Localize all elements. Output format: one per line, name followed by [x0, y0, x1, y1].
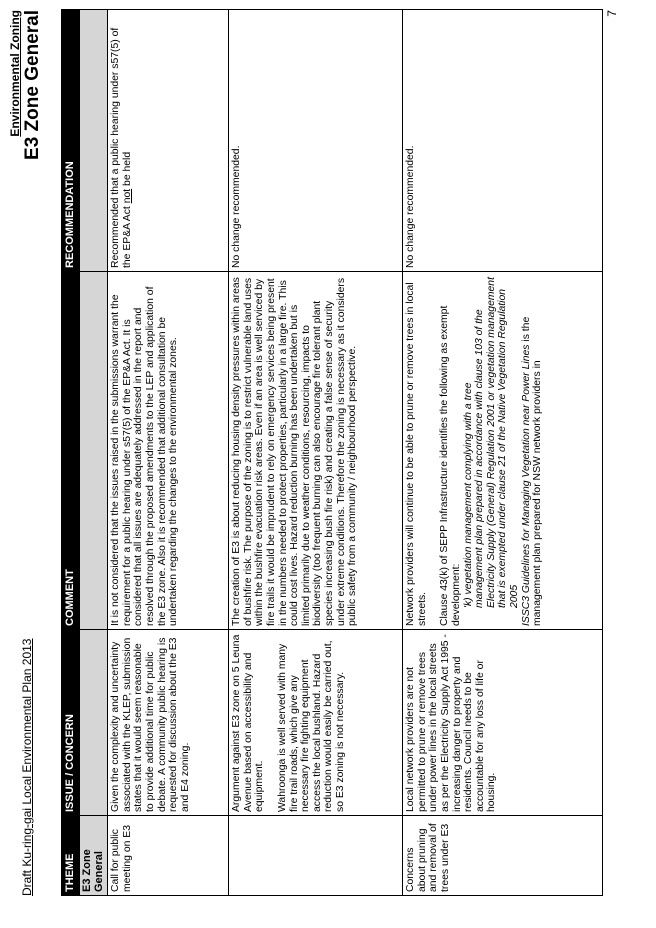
quote-line: 'k) vegetation management complying with a tree — [462, 382, 474, 608]
page-number: 7 — [605, 10, 619, 17]
table-header-row — [62, 10, 80, 896]
comment-paragraph: Clause 43(k) of SEPP Infrastructure identifies the following as exempt development: — [439, 305, 462, 626]
comment-paragraph: ISSC3 Guidelines for Managing Vegetation near Power Lines is the management plan prepared for NSW network providers in — [520, 316, 544, 626]
issue-cell: Local network providers are not permitted to prune or remove trees under power lines in the local streets as per the Electricity Supply Act 1995 -increasing danger to property and residents. Council needs to be accountable for any loss of life or housing. — [403, 630, 603, 816]
theme-cell — [229, 816, 403, 896]
comment-cell: It is not considered that the issues raised in the submissions warrant the requirement for a public hearing under s57(5) of the EP&A Act. It is considered that all issues are adequately addressed in the report and resolved through the proposed amendments to the LEP and application of the E3 zone. Also it is recommended that additional consultation be undertaken regarding the changes to the environmental zones. — [108, 272, 229, 630]
recommendation-cell: No change recommended. — [403, 10, 603, 272]
emphasis-not: not — [121, 188, 133, 204]
table-row — [108, 10, 229, 896]
comment-paragraph: Network providers will continue to be able to prune or remove trees in local streets. — [405, 282, 428, 626]
section-row — [80, 10, 108, 896]
exempt-clause-quote — [463, 275, 521, 626]
theme-cell: Call for public meeting on E3 — [108, 816, 229, 896]
section-heading: Environmental Zoning — [8, 10, 22, 137]
comment-cell — [403, 272, 603, 630]
submissions-table — [61, 9, 603, 896]
issue-cell: Given the complexity and uncertainty associated with the KLEP, submission states that it would seem reasonable to provide additional time for public debate. A community public hearing is requested for discussion about the E3 and E4 zoning. — [108, 630, 229, 816]
issue-paragraph: Argument against E3 zone on 5 Leuna Avenue based on accessibility and equipment. — [231, 634, 266, 812]
issue-cell — [229, 630, 403, 816]
column-header-theme: THEME — [62, 816, 80, 896]
zone-title: E3 Zone General — [22, 10, 43, 160]
section-label: E3 Zone General — [80, 816, 108, 896]
quote-line: management plan prepared in accordance with clause 103 of the Electricity Supply (General) Regulation 2001 or vegetation management that is exempted under clause 21 of the Native Vegetation Regulation 2005 — [474, 277, 520, 608]
table-row — [229, 10, 403, 896]
recommendation-cell: Recommended that a public hearing under s57(5) of the EP&A Act not be held — [108, 10, 229, 272]
recommendation-cell: No change recommended. — [229, 10, 403, 272]
theme-cell: Concerns about pruning and removal of trees under E3 — [403, 816, 603, 896]
comment-cell: The creation of E3 is about reducing housing density pressures within areas of bushfire risk. The purpose of the zoning is to restrict vulnerable land uses within the bushfire evacuation risk areas. Even if an area is well serviced by fire trails it would be imprudent to rely on emergency services being present in the numbers needed to protect properties, particularly in a large fire. This could cost lives. Hazard reduction burning has been undertaken but is limited primarily due to weather conditions, resourcing, impacts to biodiversity (too frequent burning can also encourage fire tolerant plant species increasing bush fire risk) and creating a false sense of security under extreme conditions. Therefore the zoning is necessary as it considers public safety from a community / neighbourhood perspective. — [229, 272, 403, 630]
document-title: Draft Ku-ring-gai Local Environmental Plan 2013 — [20, 638, 34, 896]
issue-paragraph: Wahroonga is well served with many fire trail roads, which give any necessary fire fighting equipment access the local bushland. Hazard reduction would easily be carried out, so E3 zoning is not necessary. — [276, 640, 346, 812]
column-header-recommendation: RECOMMENDATION — [62, 10, 80, 272]
table-row — [403, 10, 603, 896]
column-header-comment: COMMENT — [62, 272, 80, 630]
column-header-issue: ISSUE / CONCERN — [62, 630, 80, 816]
